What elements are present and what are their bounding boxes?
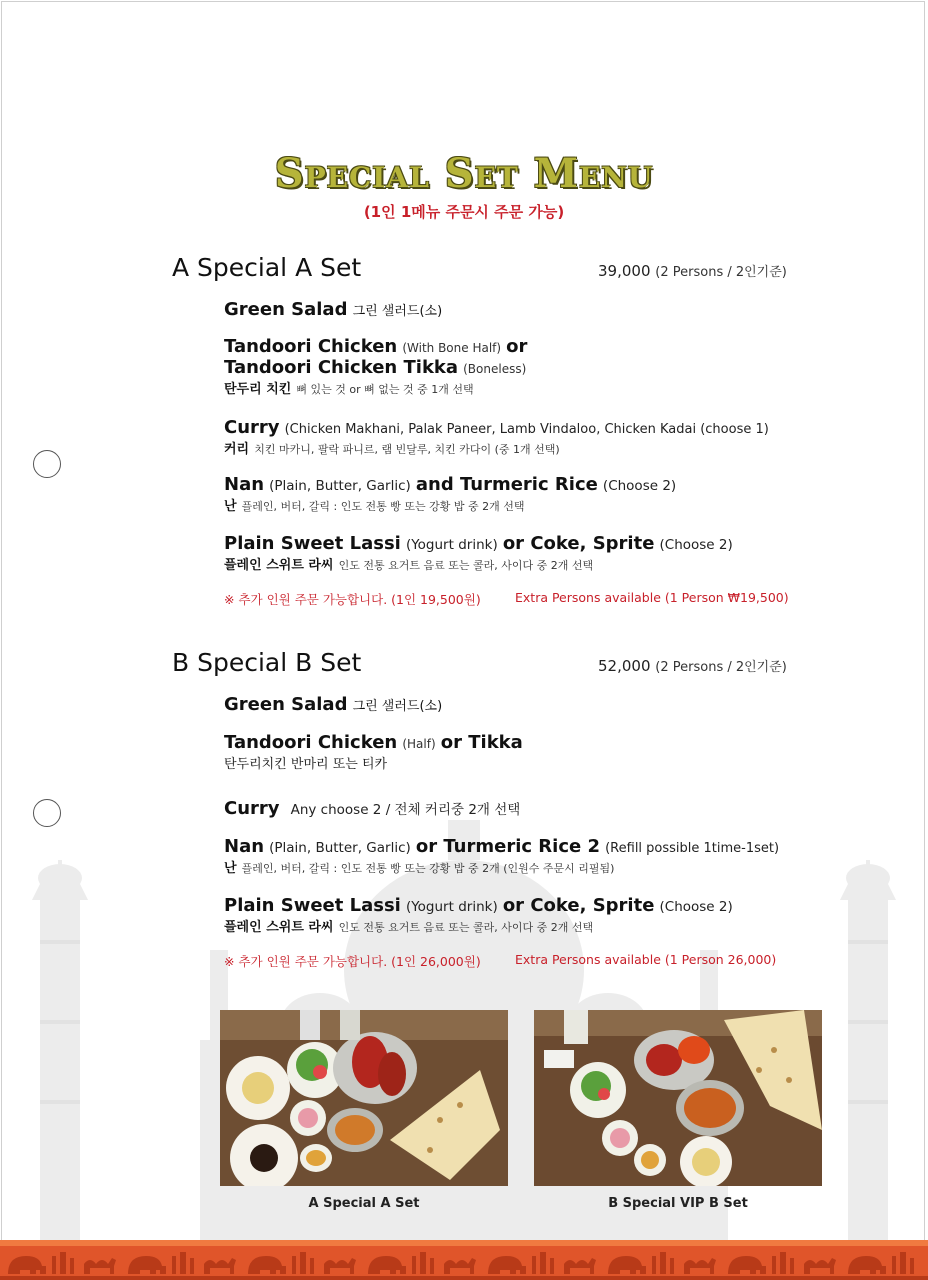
set-b-salad-en: Green Salad (224, 694, 348, 715)
set-b-curry-note: Any choose 2 / 전체 커리중 2개 선택 (290, 802, 521, 818)
set-a-extra-en: Extra Persons available (1 Person ₩19,500) (515, 590, 789, 605)
set-a-lassi-or: or Coke, Sprite (502, 533, 655, 554)
set-a-extra-ko: ※ 추가 인원 주문 가능합니다. (1인 19,500원) (224, 592, 481, 607)
set-a-tandoori (224, 336, 844, 397)
food-spread-a-illustration (220, 1010, 508, 1186)
set-a-tandoori-line1-note: (With Bone Half) (402, 341, 502, 355)
page-title: Special Set Menu (274, 150, 654, 197)
set-a-nan-ko-note: 플레인, 버터, 갈릭 : 인도 전통 빵 또는 강황 밥 중 2개 선택 (241, 500, 525, 513)
set-b-salad (224, 694, 844, 715)
punch-hole-bottom (33, 799, 61, 827)
set-a-curry-ko-note: 치킨 마카니, 팔락 파니르, 램 빈달루, 치킨 카다이 (중 1개 선택) (254, 443, 560, 456)
set-a-lassi-ko-title: 플레인 스위트 라씨 (224, 558, 334, 573)
photo-set-b (534, 1010, 822, 1186)
set-b-tandoori (224, 732, 844, 772)
set-a-price (598, 261, 787, 280)
set-b-curry (224, 798, 844, 819)
elephant-camel-pattern-icon (0, 1240, 928, 1280)
set-a-heading: A Special A Set (172, 253, 362, 282)
photo-set-b-caption: B Special VIP B Set (608, 1196, 748, 1211)
set-a-salad (224, 299, 844, 320)
set-a-tandoori-line1: Tandoori Chicken (224, 336, 398, 357)
set-a-curry-en: Curry (224, 417, 280, 438)
set-a-curry (224, 417, 844, 457)
food-spread-b-illustration (534, 1010, 822, 1186)
set-b-lassi (224, 895, 844, 935)
set-b-lassi-choose: (Choose 2) (659, 899, 733, 915)
set-b-nan-ko-title: 난 (224, 861, 237, 876)
photo-set-a-caption: A Special A Set (308, 1196, 420, 1211)
set-b-price-value: 52,000 (598, 657, 651, 675)
set-b-lassi-or: or Coke, Sprite (502, 895, 655, 916)
set-a-curry-ko-title: 커리 (224, 442, 250, 457)
set-a-lassi (224, 533, 844, 573)
set-b-nan-note: (Plain, Butter, Garlic) (269, 840, 411, 856)
set-b-nan-ko-note: 플레인, 버터, 갈릭 : 인도 전통 빵 또는 강황 밥 중 2개 (인원수 주문시 리필됨) (241, 862, 615, 875)
set-b-curry-en: Curry (224, 798, 280, 819)
page-subtitle: (1인 1메뉴 주문시 주문 가능) (363, 203, 565, 221)
set-a-nan-rice: and Turmeric Rice (415, 474, 598, 495)
set-a-price-note: (2 Persons / 2인기준) (655, 265, 787, 280)
set-a-nan-en: Nan (224, 474, 265, 495)
set-a-tandoori-ko-note: 뼈 있는 것 or 뼈 없는 것 중 1개 선택 (296, 383, 474, 396)
set-b-salad-ko: 그린 샐러드(소) (352, 699, 443, 714)
set-b-price-note: (2 Persons / 2인기준) (655, 660, 787, 675)
set-b-tandoori-note: (Half) (402, 737, 436, 751)
set-b-lassi-note: (Yogurt drink) (405, 899, 498, 915)
set-a-lassi-note: (Yogurt drink) (405, 537, 498, 553)
set-b-tandoori-ko: 탄두리치킨 반마리 또는 티카 (224, 757, 388, 772)
set-a-price-value: 39,000 (598, 262, 651, 280)
set-b-extra-en: Extra Persons available (1 Person 26,000) (515, 952, 777, 967)
set-b-extra-ko: ※ 추가 인원 주문 가능합니다. (1인 26,000원) (224, 954, 481, 969)
set-b-tandoori-or: or Tikka (440, 732, 523, 753)
set-b-lassi-ko-note: 인도 전통 요거트 음료 또는 콜라, 사이다 중 2개 선택 (338, 921, 594, 934)
set-a-nan-ko-title: 난 (224, 499, 237, 514)
set-a-tandoori-ko-title: 탄두리 치킨 (224, 382, 292, 397)
set-a-salad-ko: 그린 샐러드(소) (352, 304, 443, 319)
set-a-curry-note: (Chicken Makhani, Palak Paneer, Lamb Vindaloo, Chicken Kadai (choose 1) (284, 422, 769, 437)
set-a-lassi-en: Plain Sweet Lassi (224, 533, 401, 554)
set-a-nan-note: (Plain, Butter, Garlic) (269, 478, 411, 494)
set-a-lassi-ko-note: 인도 전통 요거트 음료 또는 콜라, 사이다 중 2개 선택 (338, 559, 594, 572)
punch-hole-top (33, 450, 61, 478)
set-a-tandoori-or: or (506, 336, 528, 357)
set-b-nan (224, 836, 844, 876)
decorative-footer-strip (0, 1240, 928, 1280)
set-a-tandoori-line2-note: (Boneless) (463, 362, 527, 376)
set-b-nan-refill: (Refill possible 1time-1set) (605, 841, 780, 856)
set-b-nan-rice: or Turmeric Rice 2 (415, 836, 601, 857)
set-a-nan-choose: (Choose 2) (602, 478, 677, 494)
set-b-lassi-ko-title: 플레인 스위트 라씨 (224, 920, 334, 935)
set-b-price (598, 656, 787, 675)
photo-set-a (220, 1010, 508, 1186)
set-a-tandoori-line2: Tandoori Chicken Tikka (224, 357, 459, 378)
set-a-salad-en: Green Salad (224, 299, 348, 320)
set-b-heading: B Special B Set (172, 648, 362, 677)
set-b-tandoori-en: Tandoori Chicken (224, 732, 398, 753)
set-a-nan (224, 474, 844, 514)
set-b-nan-en: Nan (224, 836, 265, 857)
set-a-lassi-choose: (Choose 2) (659, 537, 733, 553)
set-b-lassi-en: Plain Sweet Lassi (224, 895, 401, 916)
